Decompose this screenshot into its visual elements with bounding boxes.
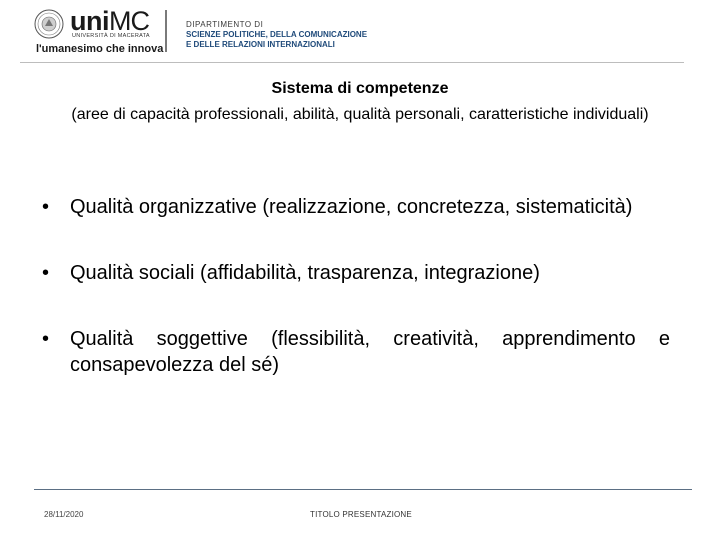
university-seal-icon bbox=[34, 9, 64, 39]
bullet-item bbox=[42, 260, 670, 286]
unimc-logo bbox=[70, 6, 149, 36]
logo-tagline: l'umanesimo che innova bbox=[36, 43, 164, 55]
bullet-item bbox=[42, 326, 670, 378]
department-line: SCIENZE POLITICHE, DELLA COMUNICAZIONE bbox=[186, 30, 368, 39]
footer-rule bbox=[34, 489, 692, 490]
footer-date: 28/11/2020 bbox=[44, 510, 84, 519]
header-divider bbox=[165, 10, 167, 52]
bullet-text: Qualità soggettive (flessibilità, creatività, apprendimento e consapevolezza del sé) bbox=[70, 328, 670, 376]
bullet-list bbox=[42, 194, 670, 378]
header-rule bbox=[20, 62, 684, 63]
bullet-icon: • bbox=[42, 328, 50, 350]
bullet-text: Qualità sociali (affidabilità, trasparenza, integrazione) bbox=[70, 262, 540, 284]
slide-header bbox=[0, 0, 720, 62]
logo-mc: MC bbox=[109, 6, 149, 36]
department-line: E DELLE RELAZIONI INTERNAZIONALI bbox=[186, 40, 335, 49]
bullet-item bbox=[42, 194, 670, 220]
bullet-icon: • bbox=[42, 196, 50, 218]
bullet-text: Qualità organizzative (realizzazione, concretezza, sistematicità) bbox=[70, 196, 633, 218]
bullet-icon: • bbox=[42, 262, 50, 284]
slide-subtitle: (aree di capacità professionali, abilità, qualità personali, caratteristiche individuali) bbox=[71, 106, 649, 123]
department-line: DIPARTIMENTO DI bbox=[186, 20, 264, 29]
slide-title: Sistema di competenze bbox=[271, 80, 449, 97]
logo-subtext: UNIVERSITÀ DI MACERATA bbox=[72, 33, 150, 39]
department-name bbox=[186, 20, 367, 50]
logo-uni: uni bbox=[70, 6, 109, 36]
footer-title: TITOLO PRESENTAZIONE bbox=[310, 510, 412, 519]
